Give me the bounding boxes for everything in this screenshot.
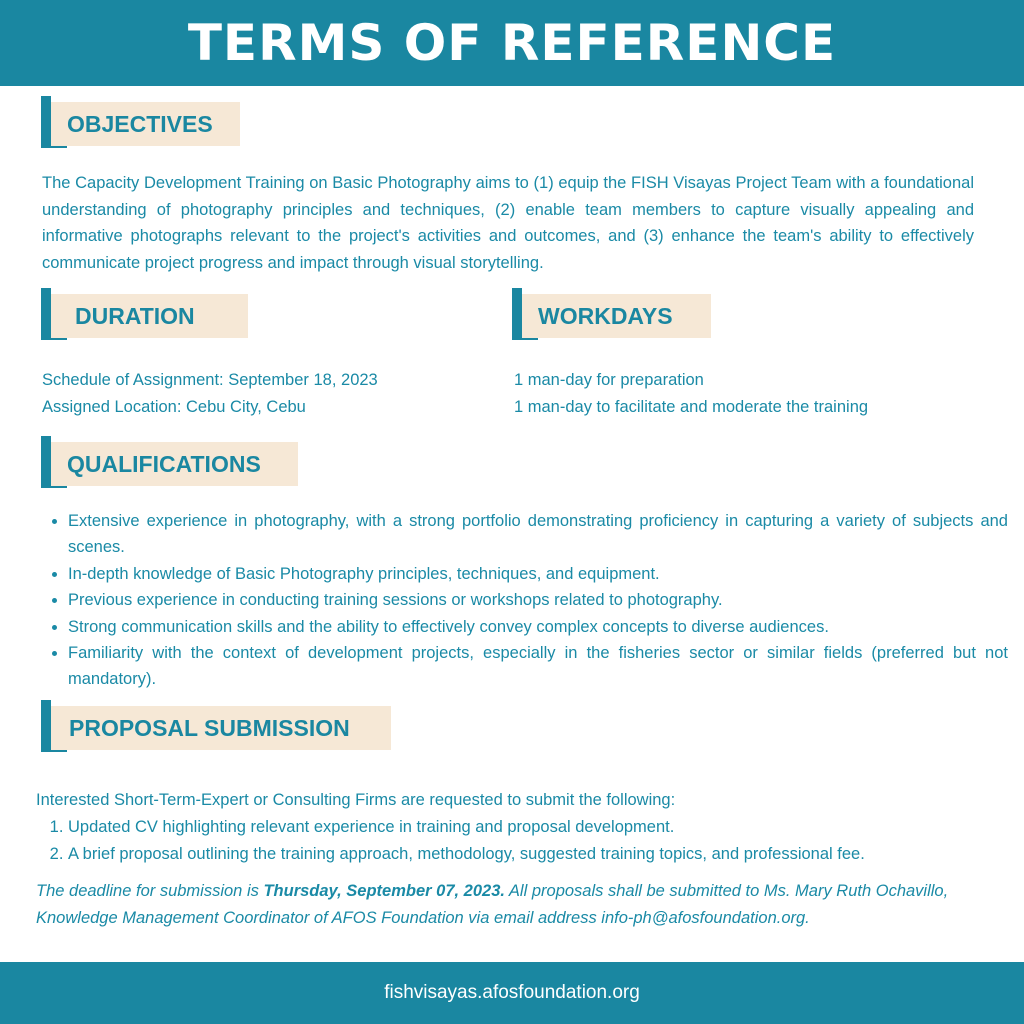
duration-heading-label: DURATION [51,294,248,338]
proposal-requirements-list [36,814,1008,867]
workdays-heading-label: WORKDAYS [522,294,711,338]
list-item: • In-depth knowledge of Basic Photography principles, techniques, and equipment. [68,561,1008,587]
objectives-text: The Capacity Development Training on Basic Photography aims to (1) equip the FISH Visayas Project Team with a foundational understanding of photography principles and techniques, (2) enable team members to capture visually appealing and informative photographs relevant to the project's activities and outcomes, and (3) enhance the team's ability to effectively communicate project progress and impact through visual storytelling. [42,174,974,272]
deadline-note [36,878,976,932]
deadline-prefix: The deadline for submission is [36,882,264,900]
header-banner [0,0,1024,86]
deadline-suffix: All proposals shall be submitted to Ms. Mary Ruth Ochavillo, Knowledge Management Coordinator of AFOS Foundation via email address info-ph@afosfoundation.org. [36,882,949,927]
workdays-details [514,367,868,421]
page-title: TERMS OF REFERENCE [187,14,837,72]
qualifications-heading-label: QUALIFICATIONS [51,442,298,486]
list-item: • Previous experience in conducting training sessions or workshops related to photography. [68,587,1008,613]
list-item: 1. Updated CV highlighting relevant experience in training and proposal development. [68,814,1008,841]
location-line: Assigned Location: Cebu City, Cebu [42,398,306,416]
proposal-intro: Interested Short-Term-Expert or Consulting Firms are requested to submit the following: [36,791,676,809]
list-item: 2. A brief proposal outlining the training approach, methodology, suggested training topics, and professional fee. [68,841,1008,868]
duration-heading [41,288,241,348]
schedule-line: Schedule of Assignment: September 18, 2023 [42,371,378,389]
qualifications-heading [41,436,301,496]
duration-details [42,367,378,421]
list-item: • Strong communication skills and the ability to effectively convey complex concepts to diverse audiences. [68,614,1008,640]
objectives-heading-label: OBJECTIVES [51,102,240,146]
list-item: • Familiarity with the context of development projects, especially in the fisheries sector or similar fields (preferred but not mandatory). [68,640,1008,693]
proposal-heading-label: PROPOSAL SUBMISSION [51,706,391,750]
website-link[interactable]: fishvisayas.afosfoundation.org [384,982,640,1003]
workday-line: 1 man-day to facilitate and moderate the training [514,398,869,416]
footer-banner [0,962,1024,1024]
qualifications-list [42,508,1008,693]
workday-line: 1 man-day for preparation [514,371,704,389]
proposal-heading [41,700,401,760]
deadline-date: Thursday, September 07, 2023. [263,882,505,900]
workdays-heading [512,288,712,348]
list-item: • Extensive experience in photography, with a strong portfolio demonstrating proficiency in capturing a variety of subjects and scenes. [68,508,1008,561]
objectives-heading [41,96,241,156]
